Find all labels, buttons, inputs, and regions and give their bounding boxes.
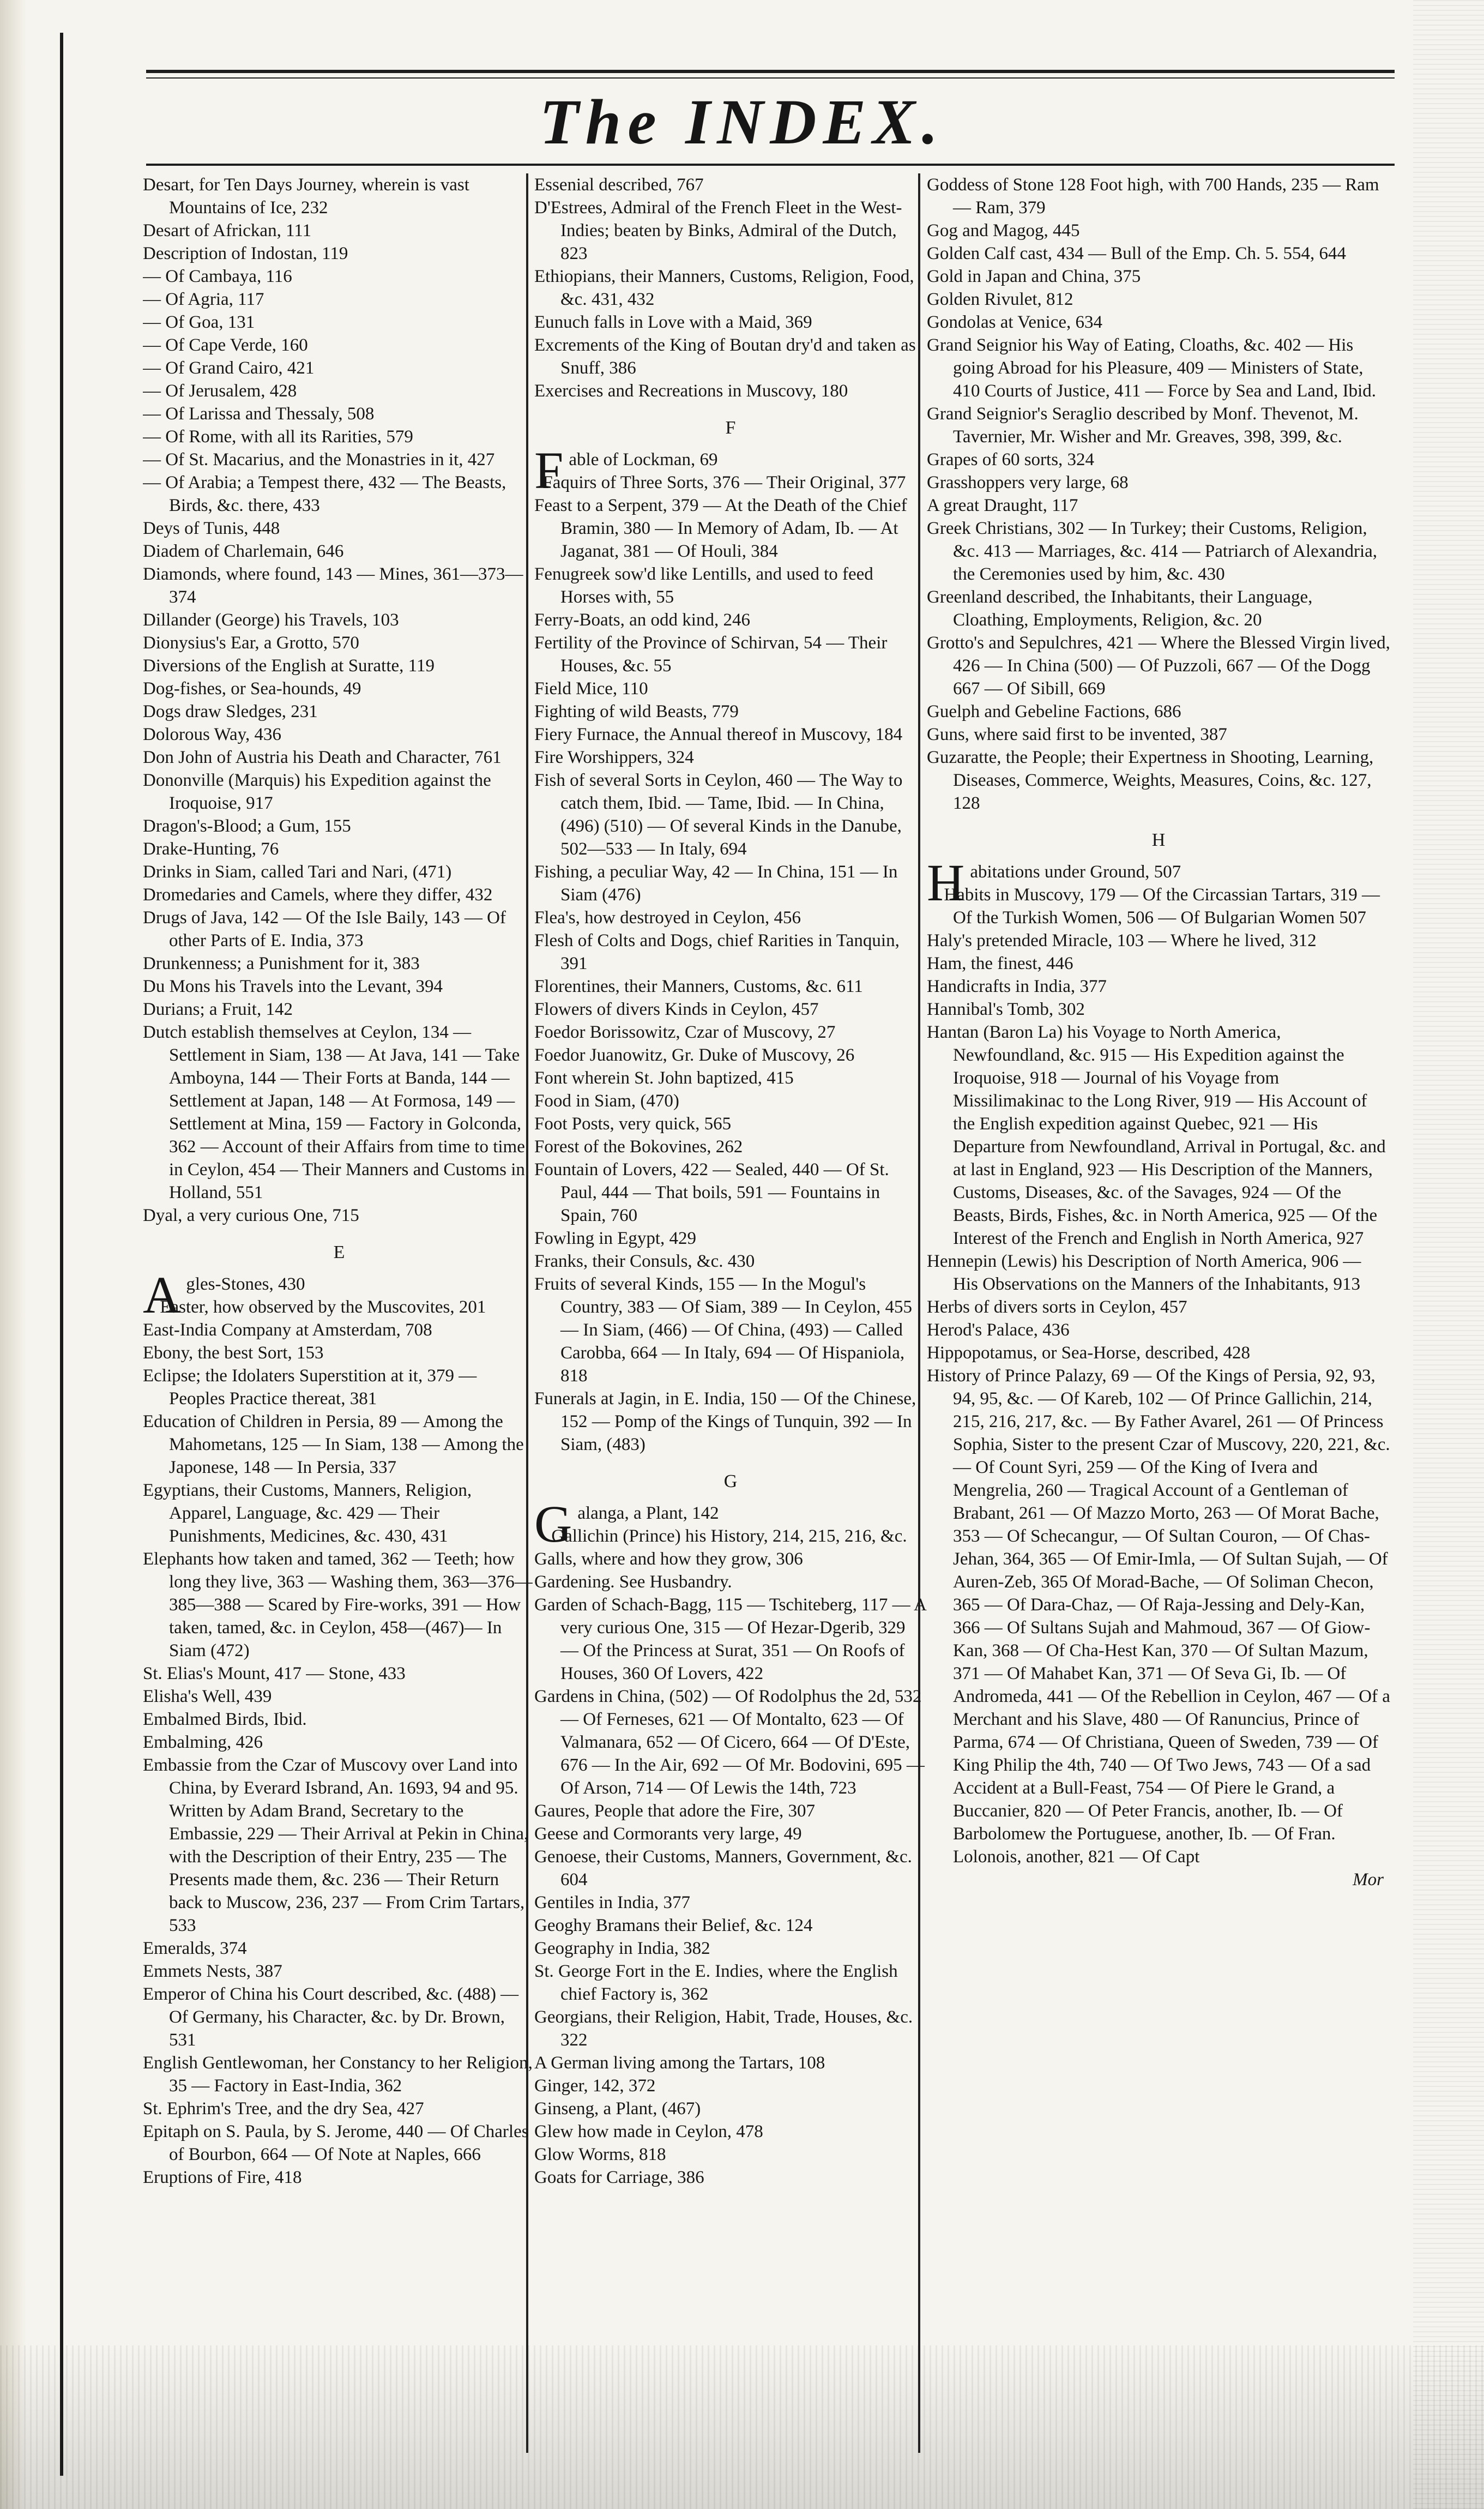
index-entry: Dionysius's Ear, a Grotto, 570 xyxy=(143,633,359,653)
index-entry: Foedor Juanowitz, Gr. Duke of Muscovy, 26 xyxy=(534,1045,855,1065)
index-entry: — Of Larissa and Thessaly, 508 xyxy=(143,404,375,424)
index-entry: — Of Goa, 131 xyxy=(143,312,255,332)
binding-rule xyxy=(60,33,63,2476)
section-letter-heading: H xyxy=(1151,830,1166,850)
index-entry: Habits in Muscovy, 179 — Of the Circassian Tartars, 319 — Of the Turkish Women, 506 — Of Bulgarian Women 507 xyxy=(944,885,1380,928)
index-entry: Diadem of Charlemain, 646 xyxy=(143,541,344,561)
index-entry: Food in Siam, (470) xyxy=(534,1091,679,1111)
index-entry: St. Elias's Mount, 417 — Stone, 433 xyxy=(143,1664,406,1683)
index-entry: Grotto's and Sepulchres, 421 — Where the Blessed Virgin lived, 426 — In China (500) — Of Puzzoli, 667 — Of the Dogg 667 — Of Sibill, 669 xyxy=(927,633,1390,699)
index-entry: Gaures, People that adore the Fire, 307 xyxy=(534,1801,816,1821)
index-entry: Desart of Africkan, 111 xyxy=(143,221,312,240)
index-entry: Faquirs of Three Sorts, 376 — Their Original, 377 xyxy=(542,473,906,492)
index-entry: Guzaratte, the People; their Expertness in Shooting, Learning, Diseases, Commerce, Weights, Measures, Coins, &c. 127, 128 xyxy=(927,748,1374,813)
index-entry: Goddess of Stone 128 Foot high, with 700 Hands, 235 — Ram — Ram, 379 xyxy=(927,175,1379,218)
index-entry: Agles-Stones, 430 xyxy=(143,1266,305,1324)
index-entry: Education of Children in Persia, 89 — Among the Mahometans, 125 — In Siam, 138 — Among the Japonese, 148 — In Persia, 337 xyxy=(143,1412,524,1477)
index-entry: Ethiopians, their Manners, Customs, Religion, Food, &c. 431, 432 xyxy=(534,267,914,309)
index-entry: Emmets Nests, 387 xyxy=(143,1962,282,1981)
index-entry: Grand Seignior his Way of Eating, Cloaths, &c. 402 — His going Abroad for his Pleasure, 409 — Ministers of State, 410 Courts of Justice, 411 — Force by Sea and Land, Ibid. xyxy=(927,335,1376,401)
index-entry: Eunuch falls in Love with a Maid, 369 xyxy=(534,312,812,332)
index-entry: Flea's, how destroyed in Ceylon, 456 xyxy=(534,908,801,928)
index-entry: Haly's pretended Miracle, 103 — Where he lived, 312 xyxy=(927,931,1317,950)
index-entry: Hantan (Baron La) his Voyage to North America, Newfoundland, &c. 915 — His Expedition against the Iroquoise, 918 — Journal of his Voyage from Missilimakinac to the Long River, 919 — His Account of the English expedition against Quebec, 921 — His Departure from Newfoundland, Arrival in Portugal, &c. and at last in England, 923 — His Description of the Manners, Customs, Diseases, &c. of the Savages, 924 — Of the Beasts, Birds, Fishes, &c. in North America, 925 — Of the Interest of the French and English in North America, 927 xyxy=(927,1022,1386,1248)
index-entry: Fruits of several Kinds, 155 — In the Mogul's Country, 383 — Of Siam, 389 — In Ceylon, 455 — In Siam, (466) — Of China, (493) — Called Carobba, 664 — In Italy, 694 — Of Hispaniola, 818 xyxy=(534,1274,912,1386)
index-entry: English Gentlewoman, her Constancy to her Religion, 35 — Factory in East-India, 362 xyxy=(143,2053,533,2096)
index-column-right xyxy=(927,173,1390,2475)
index-entry: Franks, their Consuls, &c. 430 xyxy=(534,1252,755,1271)
index-entry: Handicrafts in India, 377 xyxy=(927,977,1107,996)
index-entry: Dyal, a very curious One, 715 xyxy=(143,1206,359,1225)
section-letter-heading: F xyxy=(725,418,736,438)
index-entry: D'Estrees, Admiral of the French Fleet in the West-Indies; beaten by Binks, Admiral of the Dutch, 823 xyxy=(534,198,902,263)
index-entry: Drinks in Siam, called Tari and Nari, (471) xyxy=(143,862,452,882)
index-entry: — Of Agria, 117 xyxy=(143,290,264,309)
index-entry: Drake-Hunting, 76 xyxy=(143,839,279,859)
index-entry: Epitaph on S. Paula, by S. Jerome, 440 — Of Charles of Bourbon, 664 — Of Note at Naples, 666 xyxy=(143,2122,529,2164)
index-entry: — Of Grand Cairo, 421 xyxy=(143,358,315,378)
index-entry: East-India Company at Amsterdam, 708 xyxy=(143,1320,432,1340)
index-entry: Gondolas at Venice, 634 xyxy=(927,312,1102,332)
index-entry: Flesh of Colts and Dogs, chief Rarities in Tanquin, 391 xyxy=(534,931,900,973)
index-entry: Elephants how taken and tamed, 362 — Teeth; how long they live, 363 — Washing them, 363—376—385—388 — Scared by Fire-works, 391 — How taken, tamed, &c. in Ceylon, 458—(467)— In Siam (472) xyxy=(143,1549,533,1660)
page-gutter-shadow xyxy=(0,0,26,2509)
index-entry: Glow Worms, 818 xyxy=(534,2145,666,2164)
index-entry: Dononville (Marquis) his Expedition against the Iroquoise, 917 xyxy=(143,771,491,813)
index-entry: Du Mons his Travels into the Levant, 394 xyxy=(143,977,443,996)
index-entry: Gallichin (Prince) his History, 214, 215, 216, &c. xyxy=(551,1526,907,1546)
index-entry: Garden of Schach-Bagg, 115 — Tschiteberg, 117 — A very curious One, 315 — Of Hezar-Dgerib, 329 — Of the Princess at Surat, 351 — On Roofs of Houses, 360 Of Lovers, 422 xyxy=(534,1595,926,1683)
index-entry: Desart, for Ten Days Journey, wherein is vast Mountains of Ice, 232 xyxy=(143,175,469,218)
index-entry: Dutch establish themselves at Ceylon, 134 — Settlement in Siam, 138 — At Java, 141 — Take Amboyna, 144 — Their Forts at Banda, 144 — Settlement at Japan, 148 — At Formosa, 149 — Settlement at Mina, 159 — Factory in Golconda, 362 — Account of their Affairs from time to time in Ceylon, 454 — Their Manners and Customs in Holland, 551 xyxy=(143,1022,525,1202)
index-entry: Fire Worshippers, 324 xyxy=(534,748,694,767)
index-entry: Emperor of China his Court described, &c. (488) — Of Germany, his Character, &c. by Dr. Brown, 531 xyxy=(143,1984,519,2050)
index-entry: Eruptions of Fire, 418 xyxy=(143,2168,302,2187)
header-rule xyxy=(146,164,1395,166)
index-entry: St. George Fort in the E. Indies, where the English chief Factory is, 362 xyxy=(534,1962,898,2004)
index-entry: Fiery Furnace, the Annual thereof in Muscovy, 184 xyxy=(534,725,903,744)
index-entry: Fowling in Egypt, 429 xyxy=(534,1229,697,1248)
index-entry: Durians; a Fruit, 142 xyxy=(143,1000,293,1019)
index-entry: Gold in Japan and China, 375 xyxy=(927,267,1141,286)
index-entry: Geese and Cormorants very large, 49 xyxy=(534,1824,802,1844)
index-entry: Hannibal's Tomb, 302 xyxy=(927,1000,1085,1019)
header-top-rule xyxy=(146,70,1395,73)
index-entry: Eclipse; the Idolaters Superstition at it, 379 — Peoples Practice thereat, 381 xyxy=(143,1366,477,1409)
index-entry: Golden Rivulet, 812 xyxy=(927,290,1073,309)
index-entry: Glew how made in Ceylon, 478 xyxy=(534,2122,763,2141)
page-edge xyxy=(1413,0,1484,2509)
index-entry: — Of Jerusalem, 428 xyxy=(143,381,297,401)
index-entry: Hennepin (Lewis) his Description of North America, 906 — His Observations on the Manners of the Inhabitants, 913 xyxy=(927,1252,1361,1294)
index-entry: Font wherein St. John baptized, 415 xyxy=(534,1068,794,1088)
index-entry: Field Mice, 110 xyxy=(534,679,648,699)
index-entry: Egyptians, their Customs, Manners, Religion, Apparel, Language, &c. 429 — Their Punishments, Medicines, &c. 430, 431 xyxy=(143,1481,472,1546)
index-entry: — Of Cape Verde, 160 xyxy=(143,335,308,355)
index-entry: Grapes of 60 sorts, 324 xyxy=(927,450,1095,470)
index-entry: Dillander (George) his Travels, 103 xyxy=(143,610,399,630)
index-column-middle xyxy=(534,173,927,2475)
index-entry: Foedor Borissowitz, Czar of Muscovy, 27 xyxy=(534,1022,836,1042)
index-entry: — Of Cambaya, 116 xyxy=(143,267,292,286)
index-entry: Description of Indostan, 119 xyxy=(143,244,348,263)
index-entry: Ferry-Boats, an odd kind, 246 xyxy=(534,610,750,630)
index-entry: Fishing, a peculiar Way, 42 — In China, 151 — In Siam (476) xyxy=(534,862,898,905)
index-entry: Gog and Magog, 445 xyxy=(927,221,1080,240)
index-entry: Fountain of Lovers, 422 — Sealed, 440 — Of St. Paul, 444 — That boils, 591 — Fountains in Spain, 760 xyxy=(534,1160,889,1225)
index-entry: Ginseng, a Plant, (467) xyxy=(534,2099,701,2119)
index-entry: Elisha's Well, 439 xyxy=(143,1687,272,1706)
index-column-left xyxy=(143,173,535,2475)
index-entry: Habitations under Ground, 507 xyxy=(927,853,1181,912)
index-entry: St. Ephrim's Tree, and the dry Sea, 427 xyxy=(143,2099,424,2119)
index-entry: — Of Rome, with all its Rarities, 579 xyxy=(143,427,413,447)
index-entry: Florentines, their Manners, Customs, &c. 611 xyxy=(534,977,863,996)
index-entry: Guelph and Gebeline Factions, 686 xyxy=(927,702,1181,721)
index-entry: Geoghy Bramans their Belief, &c. 124 xyxy=(534,1916,813,1935)
page-title: The INDEX. xyxy=(539,86,945,158)
index-entry: Gentiles in India, 377 xyxy=(534,1893,690,1912)
index-entry: Genoese, their Customs, Manners, Government, &c. 604 xyxy=(534,1847,912,1890)
index-entry: Galanga, a Plant, 142 xyxy=(534,1495,719,1553)
index-entry: Diversions of the English at Suratte, 119 xyxy=(143,656,435,676)
section-letter-heading: G xyxy=(723,1471,738,1491)
index-entry: Embassie from the Czar of Muscovy over Land into China, by Everard Isbrand, An. 1693, 94 and 95. Written by Adam Brand, Secretary to the Embassie, 229 — Their Arrival at Pekin in China, with the Description of their Entry, 235 — The Presents made them, &c. 236 — Their Return back to Muscow, 236, 237 — From Crim Tartars, 533 xyxy=(143,1755,529,1935)
index-entry: Easter, how observed by the Muscovites, 201 xyxy=(160,1297,486,1317)
index-entry: Georgians, their Religion, Habit, Trade, Houses, &c. 322 xyxy=(534,2007,913,2050)
index-entry: Grand Seignior's Seraglio described by Monf. Thevenot, M. Tavernier, Mr. Wisher and Mr. Greaves, 398, 399, &c. xyxy=(927,404,1359,447)
index-entry: Flowers of divers Kinds in Ceylon, 457 xyxy=(534,1000,819,1019)
index-entry: Golden Calf cast, 434 — Bull of the Emp. Ch. 5. 554, 644 xyxy=(927,244,1347,263)
index-entry: Greenland described, the Inhabitants, their Language, Cloathing, Employments, Religion, &c. 20 xyxy=(927,587,1313,630)
index-entry: Fertility of the Province of Schirvan, 54 — Their Houses, &c. 55 xyxy=(534,633,888,676)
index-entry: Fish of several Sorts in Ceylon, 460 — The Way to catch them, Ibid. — Tame, Ibid. — In China, (496) (510) — Of several Kinds in the Danube, 502—533 — In Italy, 694 xyxy=(534,771,903,859)
index-entry: Fenugreek sow'd like Lentills, and used to feed Horses with, 55 xyxy=(534,564,873,607)
index-entry: Gardens in China, (502) — Of Rodolphus the 2d, 532 — Of Ferneses, 621 — Of Montalto, 623 — Of Valmanara, 652 — Of Cicero, 664 — Of D'Este, 676 — In the Air, 692 — Of Mr. Bodovini, 695 — Of Arson, 714 — Of Lewis the 14th, 723 xyxy=(534,1687,925,1798)
catchword: Mor xyxy=(1353,1870,1384,1890)
index-entry: Don John of Austria his Death and Character, 761 xyxy=(143,748,502,767)
index-entry: Dogs draw Sledges, 231 xyxy=(143,702,318,721)
index-entry: Emeralds, 374 xyxy=(143,1939,247,1958)
index-entry: A great Draught, 117 xyxy=(927,496,1078,515)
index-entry: Dragon's-Blood; a Gum, 155 xyxy=(143,816,351,836)
index-entry: Essenial described, 767 xyxy=(534,175,704,195)
index-entry: Geography in India, 382 xyxy=(534,1939,710,1958)
index-entry: — Of Arabia; a Tempest there, 432 — The Beasts, Birds, &c. there, 433 xyxy=(143,473,506,515)
index-entry: — Of St. Macarius, and the Monastries in it, 427 xyxy=(143,450,495,470)
index-entry: Ham, the finest, 446 xyxy=(927,954,1073,973)
index-entry: History of Prince Palazy, 69 — Of the Kings of Persia, 92, 93, 94, 95, &c. — Of Kareb, 102 — Of Prince Gallichin, 214, 215, 216, 217, &c. — By Father Avarel, 261 — Of Princess Sophia, Sister to the present Czar of Muscovy, 220, 221, &c. — Of Count Syri, 259 — Of the King of Ivera and Mengrelia, 260 — Tragical Account of a Gentleman of Brabant, 261 — Of Mazzo Morto, 263 — Of Morat Bache, 353 — Of Schecangur, — Of Sultan Couron, — Of Chas-Jehan, 364, 365 — Of Emir-Imla, — Of Sultan Sujah, — Of Auren-Zeb, 365 Of Morad-Bache, — Of Soliman Checon, 365 — Of Dara-Chaz, — Of Raja-Jessing and Dely-Kan, 366 — Of Sultans Sujah and Mahmoud, 367 — Of Giow-Kan, 368 — Of Cha-Hest Kan, 370 — Of Sultan Mazum, 371 — Of Mahabet Kan, 371 — Of Seva Gi, Ib. — Of Andromeda, 441 — Of the Rebellion in Ceylon, 467 — Of a Merchant and his Slave, 480 — Of Ranuncius, Prince of Parma, 674 — Of Christiana, Queen of Sweden, 739 — Of King Philip the 4th, 740 — Of Two Jews, 743 — Of a sad Accident at a Bull-Feast, 754 — Of Piere le Grand, a Buccanier, 820 — Of Peter Francis, another, Ib. — Of Barbolomew the Portuguese, another, Ib. — Of Fran. Lolonois, another, 821 — Of Capt xyxy=(927,1366,1390,1867)
index-entry: Grasshoppers very large, 68 xyxy=(927,473,1129,492)
index-entry: Deys of Tunis, 448 xyxy=(143,519,280,538)
index-entry: Greek Christians, 302 — In Turkey; their Customs, Religion, &c. 413 — Marriages, &c. 414 — Patriarch of Alexandria, the Ceremonies used by him, &c. 430 xyxy=(927,519,1378,584)
index-entry: Forest of the Bokovines, 262 xyxy=(534,1137,743,1157)
index-entry: Embalmed Birds, Ibid. xyxy=(143,1710,307,1729)
index-entry: Exercises and Recreations in Muscovy, 180 xyxy=(534,381,848,401)
index-entry: Embalming, 426 xyxy=(143,1732,263,1752)
index-entry: Guns, where said first to be invented, 387 xyxy=(927,725,1227,744)
index-entry: Dromedaries and Camels, where they differ, 432 xyxy=(143,885,493,905)
index-entry: Galls, where and how they grow, 306 xyxy=(534,1549,803,1569)
index-entry: Dolorous Way, 436 xyxy=(143,725,281,744)
index-entry: Hippopotamus, or Sea-Horse, described, 428 xyxy=(927,1343,1250,1363)
index-entry: Herbs of divers sorts in Ceylon, 457 xyxy=(927,1297,1187,1317)
section-letter-heading: E xyxy=(333,1242,345,1262)
index-entry: A German living among the Tartars, 108 xyxy=(534,2053,825,2073)
index-entry: Dog-fishes, or Sea-hounds, 49 xyxy=(143,679,361,699)
index-entry: Ginger, 142, 372 xyxy=(534,2076,656,2096)
index-entry: Excrements of the King of Boutan dry'd and taken as Snuff, 386 xyxy=(534,335,916,378)
index-entry: Fighting of wild Beasts, 779 xyxy=(534,702,739,721)
index-entry: Ebony, the best Sort, 153 xyxy=(143,1343,324,1363)
index-entry: Foot Posts, very quick, 565 xyxy=(534,1114,732,1134)
index-entry: Feast to a Serpent, 379 — At the Death of the Chief Bramin, 380 — In Memory of Adam, Ib. — At Jaganat, 381 — Of Houli, 384 xyxy=(534,496,907,561)
index-entry: Funerals at Jagin, in E. India, 150 — Of the Chinese, 152 — Pomp of the Kings of Tunquin, 392 — In Siam, (483) xyxy=(534,1389,916,1454)
index-entry: Gardening. See Husbandry. xyxy=(534,1572,732,1592)
index-entry: Drunkenness; a Punishment for it, 383 xyxy=(143,954,420,973)
index-entry: Goats for Carriage, 386 xyxy=(534,2168,704,2187)
index-entry: Drugs of Java, 142 — Of the Isle Baily, 143 — Of other Parts of E. India, 373 xyxy=(143,908,506,950)
index-entry: Herod's Palace, 436 xyxy=(927,1320,1070,1340)
header-top-rule-thin xyxy=(146,77,1395,79)
index-entry: Fable of Lockman, 69 xyxy=(534,441,718,500)
index-entry: Diamonds, where found, 143 — Mines, 361—373—374 xyxy=(143,564,523,607)
